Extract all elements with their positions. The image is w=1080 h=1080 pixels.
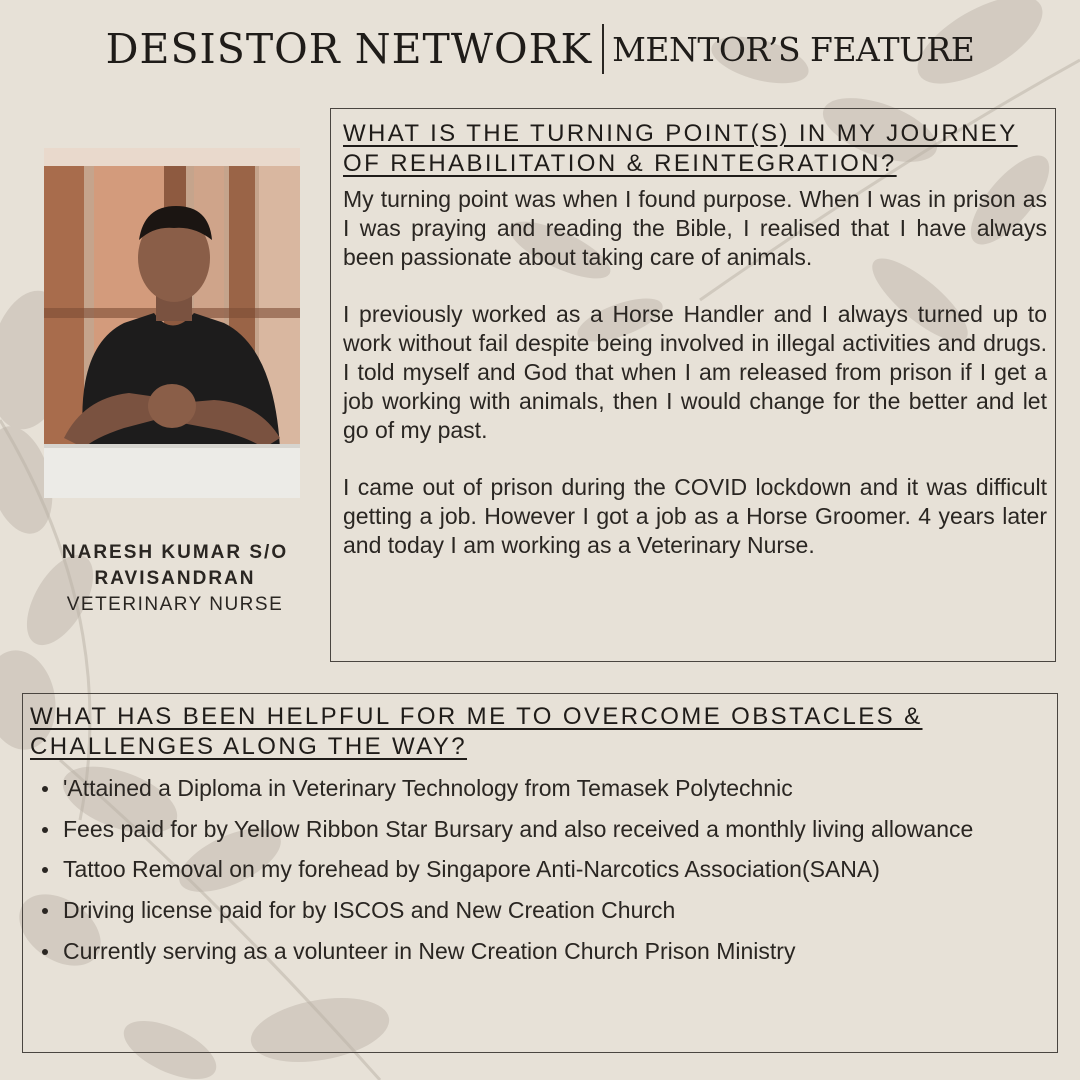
brand-title: DESISTOR NETWORK — [105, 25, 593, 73]
list-item-text: Tattoo Removal on my forehead by Singapore Anti-Narcotics Association(SANA) — [63, 856, 880, 882]
list-item — [30, 890, 1049, 931]
helpful-list — [30, 768, 1049, 972]
feature-title: MENTOR’S FEATURE — [612, 29, 975, 69]
helpful-heading: WHAT HAS BEEN HELPFUL FOR ME TO OVERCOME OBSTACLES & CHALLENGES ALONG THE WAY? — [30, 703, 923, 760]
header-divider — [602, 24, 604, 74]
mentor-name: NARESH KUMAR S/O RAVISANDRAN — [61, 542, 289, 589]
bullet-icon — [42, 908, 48, 914]
page-header — [0, 20, 1080, 78]
mentor-photo — [44, 148, 300, 498]
portrait-icon — [44, 148, 300, 498]
helpful-section — [22, 693, 1058, 1053]
bullet-icon — [42, 827, 48, 833]
bullet-icon — [42, 949, 48, 955]
turning-point-paragraph: I previously worked as a Horse Handler and I always turned up to work without fail despite being involved in illegal activities and drugs. I told myself and God that when I am released from prison if I get a job working with animals, then I would change for the better and let go of my past. — [343, 301, 1047, 443]
turning-point-heading: WHAT IS THE TURNING POINT(S) IN MY JOURNEY OF REHABILITATION & REINTEGRATION? — [343, 120, 1018, 177]
mentor-role: VETERINARY NURSE — [66, 594, 284, 615]
bullet-icon — [42, 786, 48, 792]
list-item — [30, 768, 1049, 809]
list-item-text: Currently serving as a volunteer in New Creation Church Prison Ministry — [63, 938, 796, 964]
turning-point-section — [330, 108, 1056, 662]
turning-point-paragraph: I came out of prison during the COVID lockdown and it was difficult getting a job. However I got a job as a Horse Groomer. 4 years later and today I am working as a Veterinary Nurse. — [343, 474, 1047, 558]
list-item-text: Fees paid for by Yellow Ribbon Star Bursary and also received a monthly living allowance — [63, 816, 974, 842]
bullet-icon — [42, 867, 48, 873]
list-item-text: 'Attained a Diploma in Veterinary Technology from Temasek Polytechnic — [63, 775, 793, 801]
turning-point-paragraph: My turning point was when I found purpose. When I was in prison as I was praying and reading the Bible, I realised that I have always been passionate about taking care of animals. — [343, 186, 1047, 270]
list-item — [30, 849, 1049, 890]
list-item — [30, 809, 1049, 849]
mentor-info — [34, 540, 316, 618]
list-item — [30, 931, 1049, 972]
list-item-text: Driving license paid for by ISCOS and New Creation Church — [63, 897, 676, 923]
